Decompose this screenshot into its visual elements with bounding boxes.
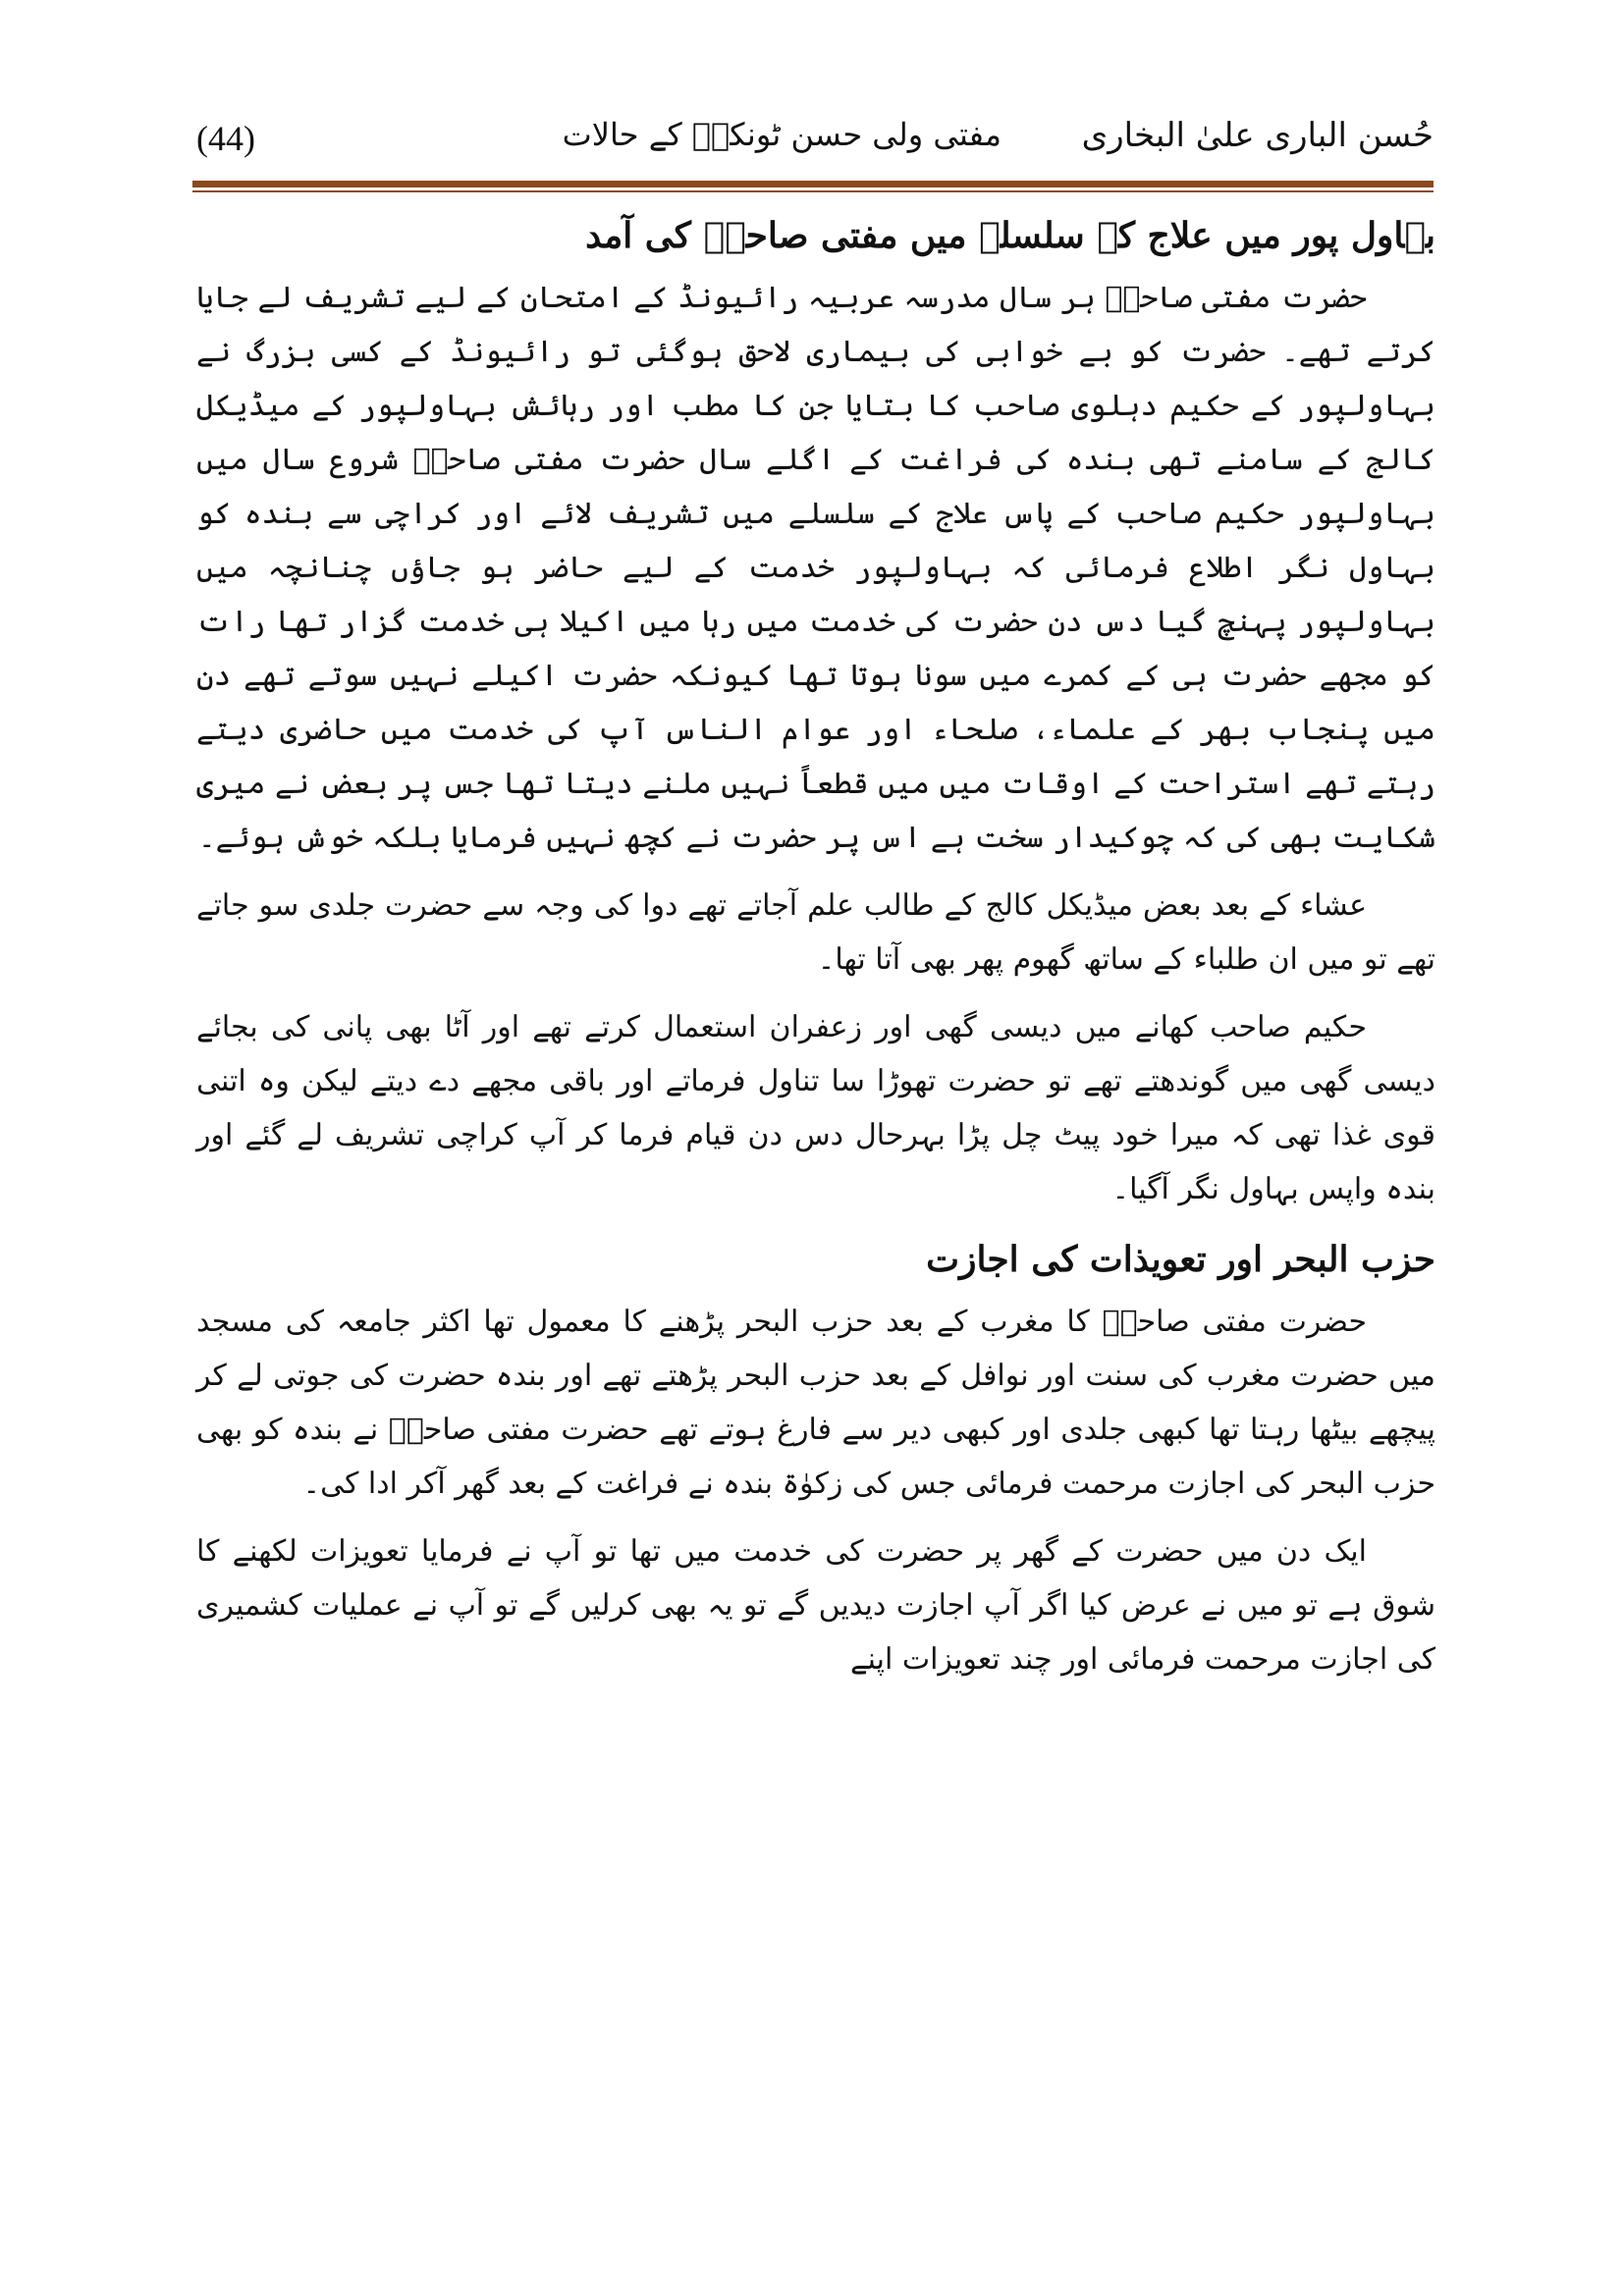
section-bahawalpur-treatment — [196, 206, 1435, 1216]
paragraph: حضرت مفتی صاحبؒ ہر سال مدرسہ عربیہ رائیونڈ کے امتحان کے لیے تشریف لے جایا کرتے تھے۔ حضرت کو بے خوابی کی بیماری لاحق ہوگئی تو رائیونڈ کے کسی بزرگ نے بہاولپور کے حکیم دہلوی صاحب کا بتایا جن کا مطب اور رہائش بہاولپور کے میڈیکل کالج کے سامنے تھی بندہ کی فراغت کے اگلے سال حضرت مفتی صاحبؒ شروع سال میں بہاولپور حکیم صاحب کے پاس علاج کے سلسلے میں تشریف لائے اور کراچی سے بندہ کو بہاول نگر اطلاع فرمائی کہ بہاولپور خدمت کے لیے حاضر ہو جاؤں چنانچہ میں بہاولپور پہنچ گیا دس دن حضرت کی خدمت میں رہا میں اکیلا ہی خدمت گزار تھا رات کو مجھے حضرت ہی کے کمرے میں سونا ہوتا تھا کیونکہ حضرت اکیلے نہیں سوتے تھے دن میں پنجاب بھر کے علماء، صلحاء اور عوام الناس آپ کی خدمت میں حاضری دیتے رہتے تھے استراحت کے اوقات میں میں قطعاً نہیں ملنے دیتا تھا جس پر بعض نے میری شکایت بھی کی کہ چوکیدار سخت ہے اس پر حضرت نے کچھ نہیں فرمایا بلکہ خوش ہوئے۔ — [196, 281, 1435, 855]
page-content — [196, 206, 1435, 1700]
section-heading: بہاول پور میں علاج کے سلسلے میں مفتی صاحبؒ کی آمد — [585, 215, 1435, 256]
paragraph: حکیم صاحب کھانے میں دیسی گھی اور زعفران استعمال کرتے تھے اور آٹا بھی پانی کی بجائے دیسی گھی میں گوندھتے تھے تو حضرت تھوڑا سا تناول فرماتے اور باقی مجھے دے دیتے لیکن وہ اتنی قوی غذا تھی کہ میرا خود پیٹ چل پڑا بہرحال دس دن قیام فرما کر آپ کراچی تشریف لے گئے اور بندہ واپس بہاول نگر آگیا۔ — [196, 1010, 1435, 1206]
page-number: (44) — [196, 119, 255, 158]
section-heading: حزب البحر اور تعویذات کی اجازت — [926, 1239, 1435, 1280]
section-hizb-ul-bahr — [196, 1230, 1435, 1686]
paragraph: ایک دن میں حضرت کے گھر پر حضرت کی خدمت میں تھا تو آپ نے فرمایا تعویزات لکھنے کا شوق ہے تو میں نے عرض کیا اگر آپ اجازت دیدیں گے تو یہ بھی کرلیں گے تو آپ نے عملیات کشمیری کی اجازت مرحمت فرمائی اور چند تعویزات اپنے — [196, 1534, 1435, 1677]
header-rule-thin — [192, 190, 1434, 192]
chapter-title: مفتی ولی حسن ٹونکیؒ کے حالات — [562, 116, 1001, 153]
header-rule-thick — [192, 181, 1434, 187]
page-header — [196, 116, 1434, 175]
book-title: حُسن الباری علیٰ البخاری — [1081, 116, 1434, 155]
paragraph: عشاء کے بعد بعض میڈیکل کالج کے طالب علم آجاتے تھے دوا کی وجہ سے حضرت جلدی سو جاتے تھے تو میں ان طلباء کے ساتھ گھوم پھر بھی آتا تھا۔ — [196, 888, 1435, 977]
paragraph: حضرت مفتی صاحبؒ کا مغرب کے بعد حزب البحر پڑھنے کا معمول تھا اکثر جامعہ کی مسجد میں حضرت مغرب کی سنت اور نوافل کے بعد حزب البحر پڑھتے تھے اور بندہ حضرت کی جوتی لے کر پیچھے بیٹھا رہتا تھا کبھی جلدی اور کبھی دیر سے فارغ ہوتے تھے حضرت مفتی صاحبؒ نے بندہ کو بھی حزب البحر کی اجازت مرحمت فرمائی جس کی زکوٰۃ بندہ نے فراغت کے بعد گھر آکر ادا کی۔ — [196, 1305, 1436, 1501]
